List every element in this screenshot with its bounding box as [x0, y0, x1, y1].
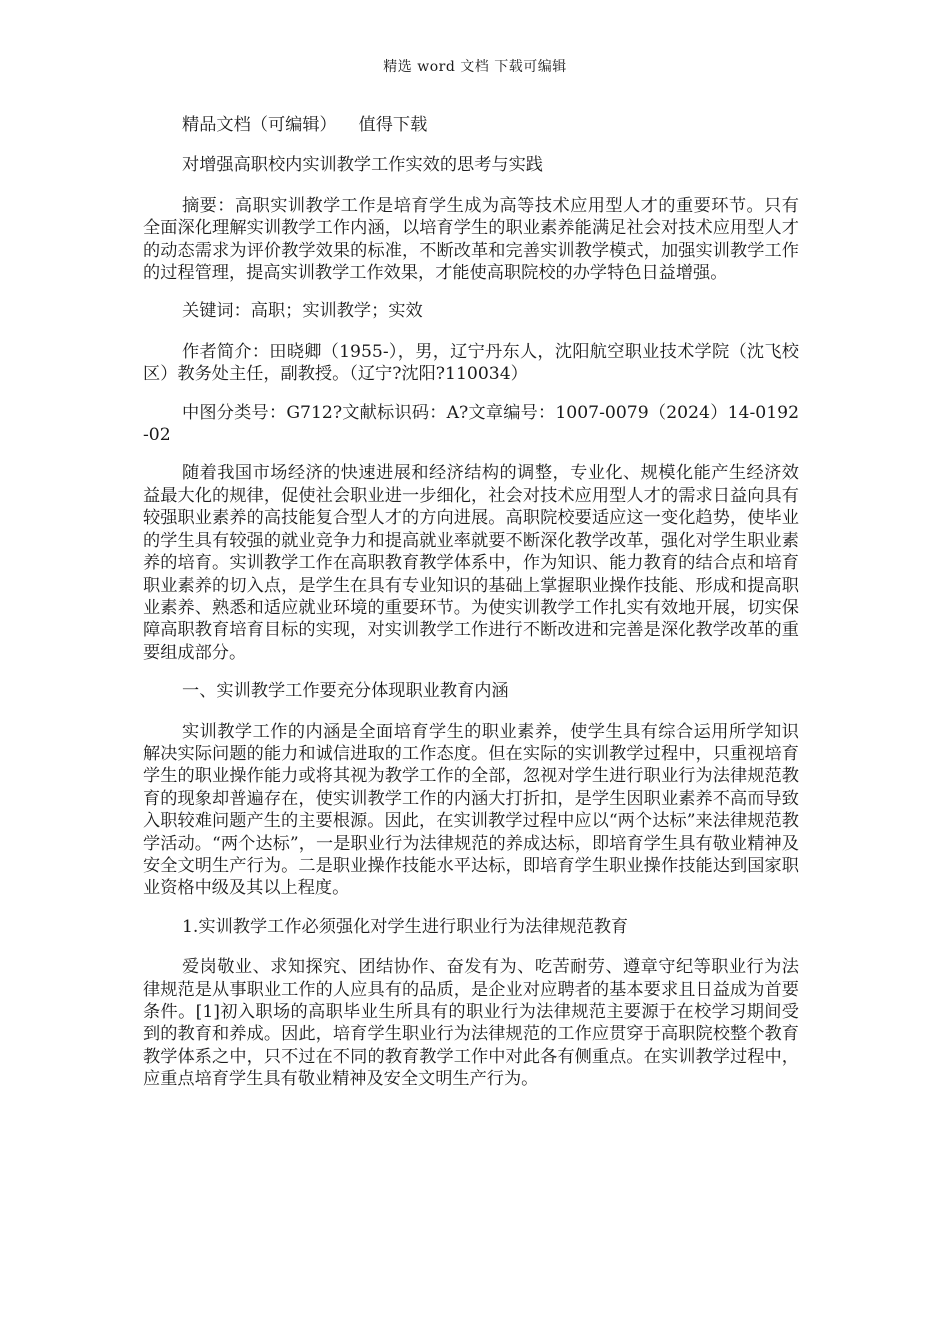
- author-bio-paragraph: 作者简介：田晓卿（1955-），男，辽宁丹东人，沈阳航空职业技术学院（沈飞校区）教务处主任，副教授。（辽宁?沈阳?110034）: [143, 341, 799, 385]
- body-paragraph: 爱岗敬业、求知探究、团结协作、奋发有为、吃苦耐劳、遵章守纪等职业行为法律规范是从事职业工作的人应具有的品质，是企业对应聘者的基本要求且日益成为首要条件。[1]初入职场的高职毕业生所具有的职业行为法律规范主要源于在校学习期间受到的教育和养成。因此，培育学生职业行为法律规范的工作应贯穿于高职院校整个教育教学体系之中，只不过在不同的教育教学工作中对此各有侧重点。在实训教学过程中，应重点培育学生具有敬业精神及安全文明生产行为。: [143, 957, 799, 1090]
- doc-tagline: 精品文档（可编辑） 值得下载: [182, 115, 428, 135]
- keywords-paragraph: 关键词：高职；实训教学；实效: [182, 301, 423, 322]
- body-paragraph: 实训教学工作的内涵是全面培育学生的职业素养，使学生具有综合运用所学知识解决实际问题的能力和诚信进取的工作态度。但在实际的实训教学过程中，只重视培育学生的职业操作能力或将其视为教学工作的全部，忽视对学生进行职业行为法律规范教育的现象却普遍存在，使实训教学工作的内涵大打折扣，是学生因职业素养不高而导致入职较难问题产生的主要根源。因此，在实训教学过程中应以“两个达标”来法律规范教学活动。“两个达标”，一是职业行为法律规范的养成达标，即培育学生具有敬业精神及安全文明生产行为。二是职业操作技能水平达标，即培育学生职业操作技能达到国家职业资格中级及其以上程度。: [143, 721, 799, 899]
- body-paragraph: 随着我国市场经济的快速进展和经济结构的调整，专业化、规模化能产生经济效益最大化的规律，促使社会职业进一步细化，社会对技术应用型人才的需求日益向具有较强职业素养的高技能复合型人才的方向进展。高职院校要适应这一变化趋势，使毕业的学生具有较强的就业竞争力和提高就业率就要不断深化教学改革，强化对学生职业素养的培育。实训教学工作在高职教育教学体系中，作为知识、能力教育的结合点和培育职业素养的切入点，是学生在具有专业知识的基础上掌握职业操作技能、形成和提高职业素养、熟悉和适应就业环境的重要环节。为使实训教学工作扎实有效地开展，切实保障高职教育培育目标的实现，对实训教学工作进行不断改进和完善是深化教学改革的重要组成部分。: [143, 463, 799, 663]
- subsection-heading: 1.实训教学工作必须强化对学生进行职业行为法律规范教育: [182, 916, 629, 937]
- section-heading: 一、实训教学工作要充分体现职业教育内涵: [182, 681, 509, 702]
- abstract-paragraph: 摘要：高职实训教学工作是培育学生成为高等技术应用型人才的重要环节。只有全面深化理解实训教学工作内涵，以培育学生的职业素养能满足社会对技术应用型人才的动态需求为评价教学效果的标准，不断改革和完善实训教学模式，加强实训教学工作的过程管理，提高实训教学工作效果，才能使高职院校的办学特色日益增强。: [143, 195, 799, 284]
- doc-title: 对增强高职校内实训教学工作实效的思考与实践: [182, 155, 543, 176]
- document-body: [143, 114, 799, 1107]
- page-header: 精选 word 文档 下载可编辑: [383, 59, 567, 75]
- classification-paragraph: 中图分类号：G712?文献标识码：A?文章编号：1007-0079（2024）14-0192-02: [143, 402, 799, 446]
